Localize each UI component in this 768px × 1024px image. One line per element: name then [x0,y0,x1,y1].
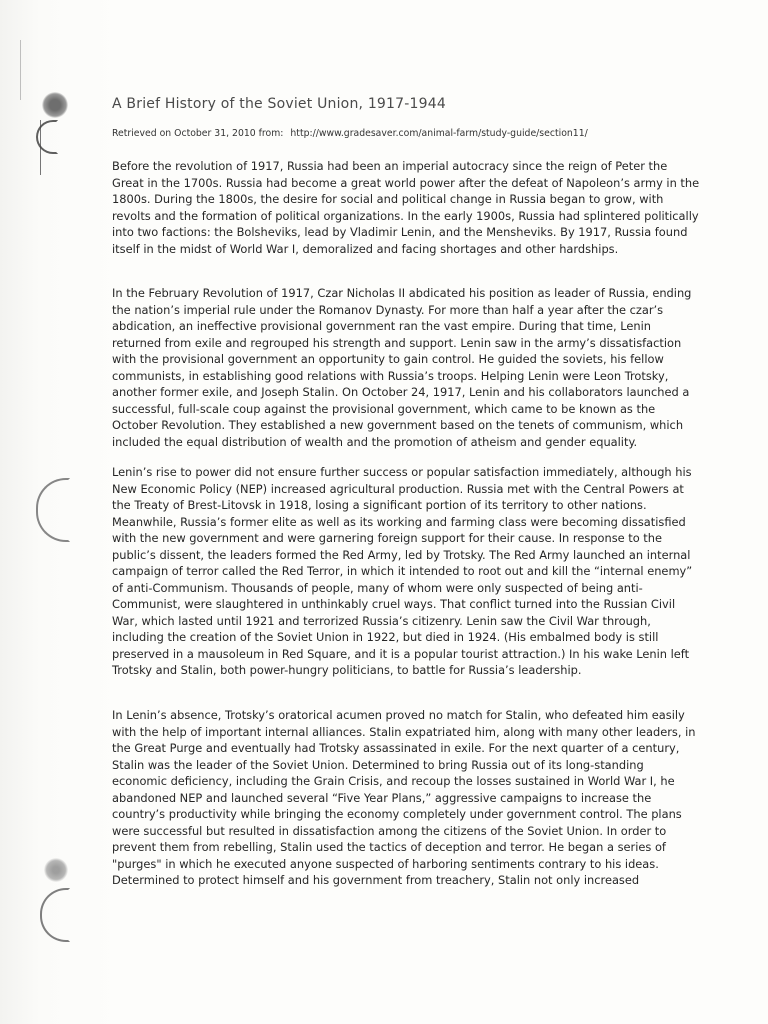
retrieved-line [112,128,588,139]
punch-hole-mark [42,92,68,118]
retrieved-label: Retrieved on October 31, 2010 from: [112,128,284,139]
document-title: A Brief History of the Soviet Union, 1917-1944 [112,96,446,112]
paragraph: Before the revolution of 1917, Russia had been an imperial autocracy since the reign of Peter the Great in the 1700s. Russia had become a great world power after the defeat of Napoleon’s army in the 1800s. During the 1800s, the desire for social and political change in Russia began to grow, with revolts and the formation of political organizations. In the early 1900s, Russia had splintered politically into two factions: the Bolsheviks, lead by Vladimir Lenin, and the Mensheviks. By 1917, Russia found itself in the midst of World War I, demoralized and facing shortages and other hardships. [112,159,700,256]
paragraph: In Lenin’s absence, Trotsky’s oratorical acumen proved no match for Stalin, who defeated him easily with the help of important internal alliances. Stalin expatriated him, along with many other leaders, in the Great Purge and eventually had Trotsky assassinated in exile. For the next quarter of a century, Stalin was the leader of the Soviet Union. Determined to bring Russia out of its long-standing economic deficiency, including the Grain Crisis, and recoup the losses sustained in World War I, he abandoned NEP and launched several “Five Year Plans,” aggressive campaigns to increase the country’s productivity while bringing the economy completely under government control. The plans were successful but resulted in dissatisfaction among the citizens of the Soviet Union. In order to prevent them from rebelling, Stalin used the tactics of deception and terror. He began a series of "purges" in which he executed anyone suspected of harboring sentiments contrary to his ideas. Determined to protect himself and his government from treachery, Stalin not only increased [112,708,696,887]
page-edge-mark [20,40,21,100]
paragraph: In the February Revolution of 1917, Czar Nicholas II abdicated his position as leader of Russia, ending the nation’s imperial rule under the Romanov Dynasty. For more than half a year after the czar’s abdication, an ineffective provisional government ran the vast empire. During that time, Lenin returned from exile and regrouped his strength and support. Lenin saw in the army’s dissatisfaction with the provisional government an opportunity to gain control. He guided the soviets, his fellow communists, in establishing good relations with Russia’s troops. Helping Lenin were Leon Trotsky, another former exile, and Joseph Stalin. On October 24, 1917, Lenin and his collaborators launched a successful, full-scale coup against the provisional government, which came to be known as the October Revolution. They established a new government based on the tenets of communism, which included the equal distribution of wealth and the promotion of atheism and gender equality. [112,286,692,449]
punch-hole-mark [36,478,70,542]
punch-hole-mark [44,858,68,882]
paragraph: Lenin’s rise to power did not ensure further success or popular satisfaction immediately, although his New Economic Policy (NEP) increased agricultural production. Russia met with the Central Powers at the Treaty of Brest-Litovsk in 1918, losing a significant portion of its territory to other nations. Meanwhile, Russia’s former elite as well as its working and farming class were becoming dissatisfied with the new government and were garnering foreign support for their cause. In response to the public’s dissent, the leaders formed the Red Army, led by Trotsky. The Red Army launched an internal campaign of terror called the Red Terror, in which it intended to root out and kill the “internal enemy” of anti-Communism. Thousands of people, many of whom were only suspected of being anti-Communist, were slaughtered in unthinkably cruel ways. That conflict turned into the Russian Civil War, which lasted until 1921 and terrorized Russia’s citizenry. Lenin saw the Civil War through, including the creation of the Soviet Union in 1922, but died in 1924. (His embalmed body is still preserved in a mausoleum in Red Square, and it is a popular tourist attraction.) In his wake Lenin left Trotsky and Stalin, both power-hungry politicians, to battle for Russia’s leadership. [112,465,693,677]
punch-hole-mark [40,888,70,942]
source-url: http://www.gradesaver.com/animal-farm/study-guide/section11/ [290,128,588,139]
